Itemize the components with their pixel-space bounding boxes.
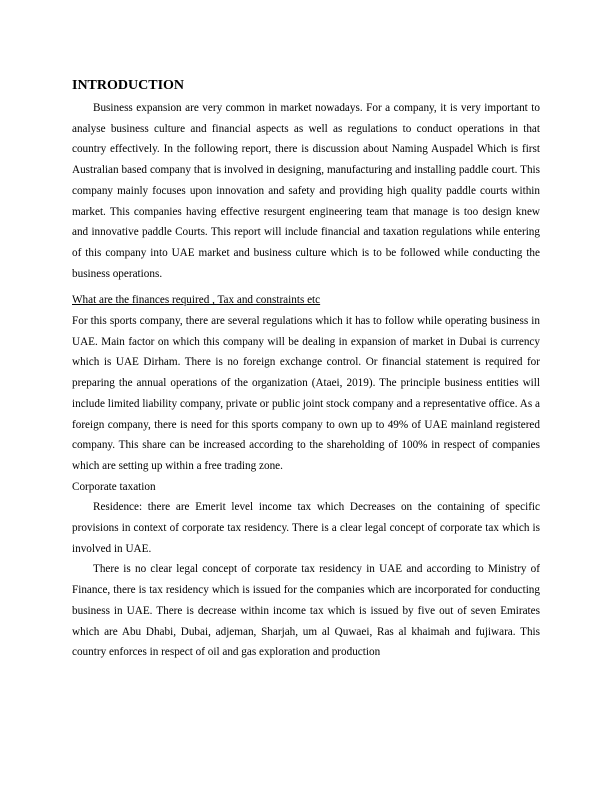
document-body [72, 76, 540, 663]
residence-paragraph: Residence: there are Emerit level income tax which Decreases on the containing of specific provisions in context of corporate tax residency. There is a clear legal concept of corporate tax which is involved in UAE. [72, 501, 540, 555]
finance-paragraph: For this sports company, there are several regulations which it has to follow while operating business in UAE. Main factor on which this company will be dealing in expansion of market in Dubai is currency which is UAE Dirham. There is no foreign exchange control. Or financial statement is required for preparing the annual operations of the organization (Ataei, 2019). The principle business entities will include limited liability company, private or public joint stock company and a representative office. As a foreign company, there is need for this sports company to own up to 49% of UAE mainland registered company. This share can be increased according to the shareholding of 100% in respect of companies which are setting up within a free trading zone. [72, 315, 540, 472]
ministry-paragraph: There is no clear legal concept of corporate tax residency in UAE and according to Ministry of Finance, there is tax residency which is issued for the companies which are incorporated for conducting business in UAE. There is decrease within income tax which is issued by five out of seven Emirates which are Abu Dhabi, Dubai, adjeman, Sharjah, um al Quwaei, Ras al khaimah and fujiwara. This country enforces in respect of oil and gas exploration and production [72, 563, 540, 659]
intro-paragraph: Business expansion are very common in market nowadays. For a company, it is very important to analyse business culture and financial aspects as well as regulations to conduct operations in that country effectively. In the following report, there is discussion about Naming Auspadel Which is first Australian based company that is involved in designing, manufacturing and installing paddle court. This company mainly focuses upon innovation and safety and providing high quality paddle courts within market. This companies having effective resurgent engineering team that manage is too design knew and innovative paddle Courts. This report will include financial and taxation regulations while entering of this company into UAE market and business culture which is to be followed while conducting the business operations. [72, 102, 540, 280]
section-heading: What are the finances required , Tax and constraints etc [72, 294, 321, 307]
corporate-taxation-heading: Corporate taxation [72, 480, 156, 493]
page-title: INTRODUCTION [72, 78, 185, 93]
